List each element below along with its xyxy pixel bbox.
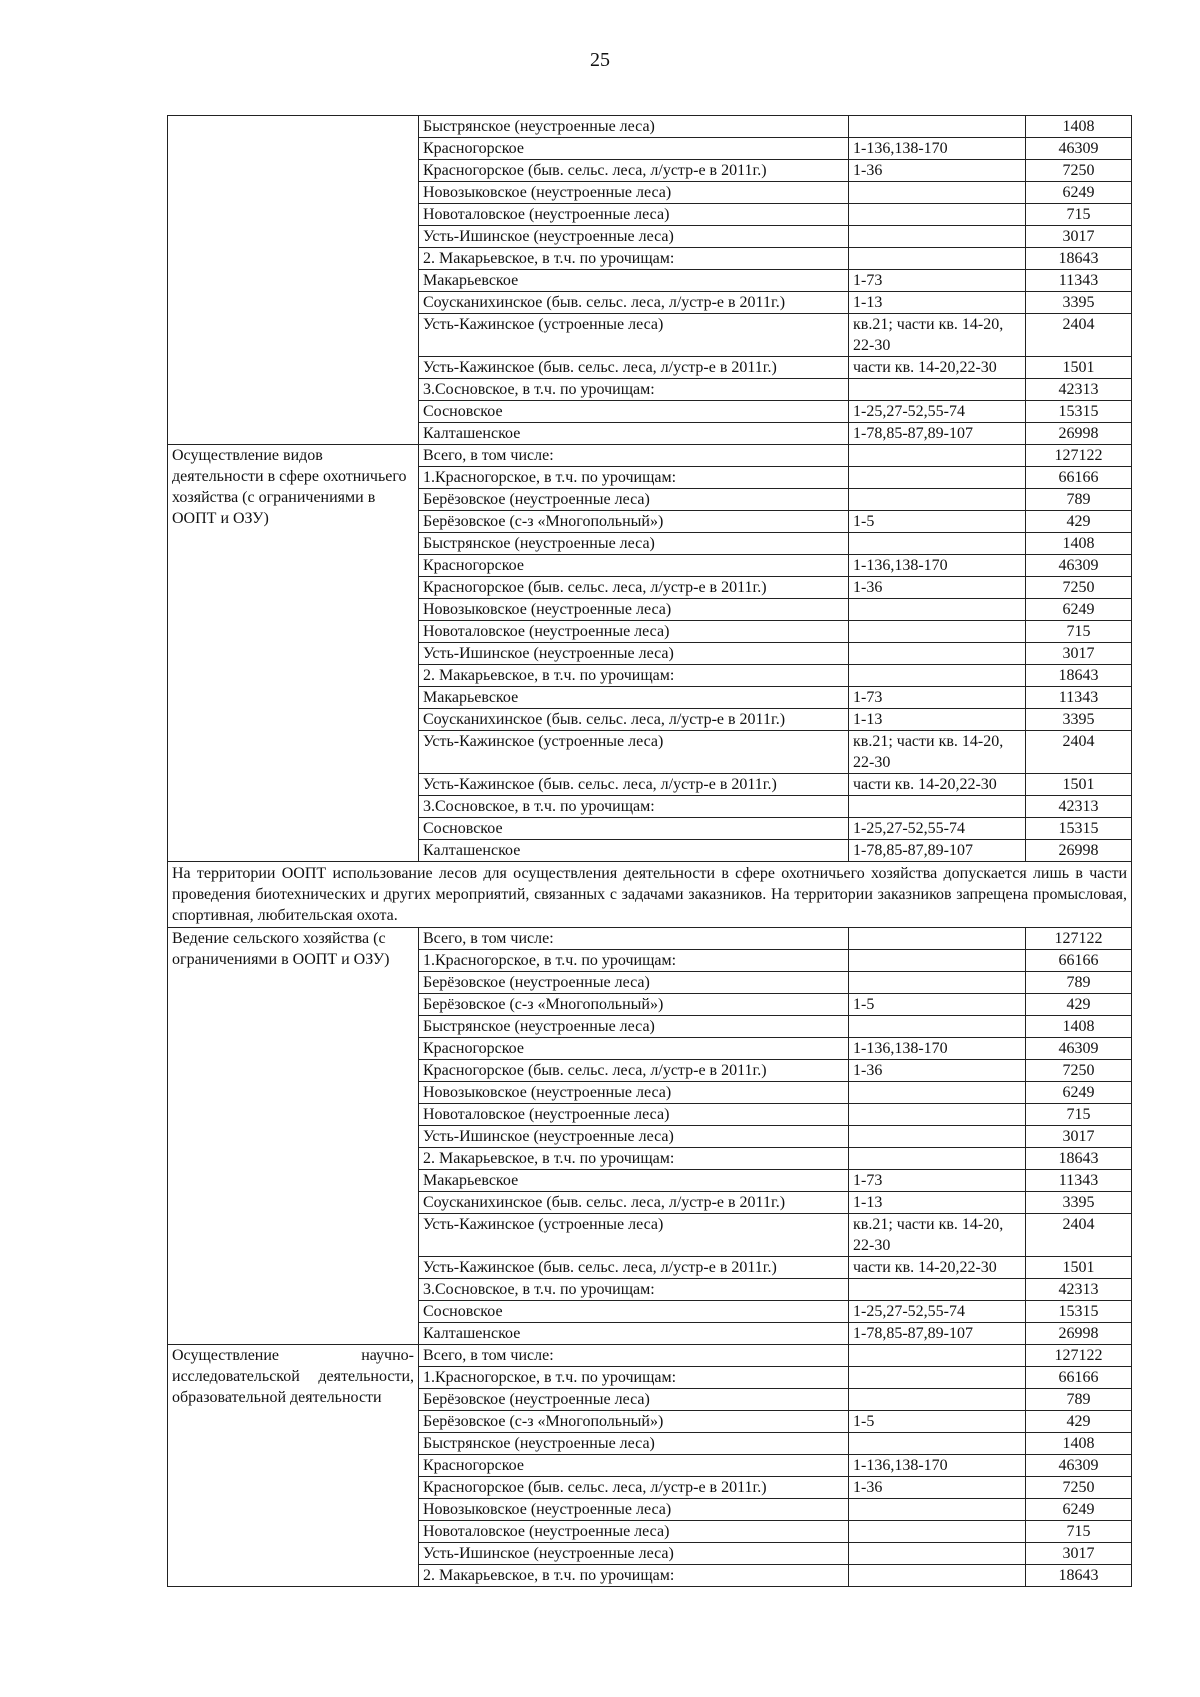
quarters-cell (849, 379, 1026, 401)
area-cell: 127122 (1026, 928, 1132, 950)
area-cell: 66166 (1026, 467, 1132, 489)
area-cell: 1501 (1026, 774, 1132, 796)
quarters-cell (849, 1279, 1026, 1301)
quarters-cell: кв.21; части кв. 14-20, 22-30 (849, 314, 1026, 357)
urochishche-name: Сосновское (419, 1301, 849, 1323)
area-cell: 2404 (1026, 731, 1132, 774)
urochishche-name: Усть-Кажинское (быв. сельс. леса, л/устр-е в 2011г.) (419, 774, 849, 796)
area-cell: 7250 (1026, 1060, 1132, 1082)
urochishche-name: 1.Красногорское, в т.ч. по урочищам: (419, 1367, 849, 1389)
urochishche-name: 3.Сосновское, в т.ч. по урочищам: (419, 796, 849, 818)
quarters-cell (849, 1104, 1026, 1126)
quarters-cell: 1-5 (849, 511, 1026, 533)
quarters-cell (849, 248, 1026, 270)
urochishche-name: Красногорское (быв. сельс. леса, л/устр-е в 2011г.) (419, 160, 849, 182)
quarters-cell: кв.21; части кв. 14-20, 22-30 (849, 1214, 1026, 1257)
quarters-cell (849, 116, 1026, 138)
area-cell: 6249 (1026, 182, 1132, 204)
table-row (168, 928, 1132, 950)
area-cell: 7250 (1026, 1477, 1132, 1499)
quarters-cell (849, 489, 1026, 511)
area-cell: 6249 (1026, 599, 1132, 621)
area-cell: 127122 (1026, 445, 1132, 467)
urochishche-name: Усть-Ишинское (неустроенные леса) (419, 1543, 849, 1565)
quarters-cell (849, 950, 1026, 972)
quarters-cell: 1-136,138-170 (849, 138, 1026, 160)
area-cell: 127122 (1026, 1345, 1132, 1367)
area-cell: 26998 (1026, 1323, 1132, 1345)
area-cell: 46309 (1026, 1038, 1132, 1060)
area-cell: 2404 (1026, 1214, 1132, 1257)
area-cell: 11343 (1026, 1170, 1132, 1192)
area-cell: 46309 (1026, 555, 1132, 577)
urochishche-name: Макарьевское (419, 687, 849, 709)
quarters-cell: 1-78,85-87,89-107 (849, 1323, 1026, 1345)
urochishche-name: Всего, в том числе: (419, 445, 849, 467)
area-cell: 1408 (1026, 116, 1132, 138)
urochishche-name: Усть-Ишинское (неустроенные леса) (419, 1126, 849, 1148)
urochishche-name: Быстрянское (неустроенные леса) (419, 1016, 849, 1038)
quarters-cell: 1-25,27-52,55-74 (849, 401, 1026, 423)
area-cell: 7250 (1026, 577, 1132, 599)
quarters-cell: 1-136,138-170 (849, 555, 1026, 577)
area-cell: 46309 (1026, 138, 1132, 160)
urochishche-name: Калташенское (419, 1323, 849, 1345)
quarters-cell (849, 1016, 1026, 1038)
page-number: 25 (590, 49, 610, 71)
category-cell: Ведение сельского хозяйства (с ограничениями в ООПТ и ОЗУ) (168, 928, 419, 1345)
area-cell: 715 (1026, 621, 1132, 643)
area-cell: 1408 (1026, 1016, 1132, 1038)
area-cell: 715 (1026, 1521, 1132, 1543)
urochishche-name: Всего, в том числе: (419, 1345, 849, 1367)
forest-use-table (167, 115, 1132, 1587)
urochishche-name: 1.Красногорское, в т.ч. по урочищам: (419, 467, 849, 489)
area-cell: 26998 (1026, 840, 1132, 862)
urochishche-name: Красногорское (быв. сельс. леса, л/устр-е в 2011г.) (419, 1477, 849, 1499)
table-body (168, 116, 1132, 1587)
quarters-cell (849, 1543, 1026, 1565)
urochishche-name: 2. Макарьевское, в т.ч. по урочищам: (419, 665, 849, 687)
quarters-cell (849, 467, 1026, 489)
urochishche-name: 2. Макарьевское, в т.ч. по урочищам: (419, 248, 849, 270)
urochishche-name: Новозыковское (неустроенные леса) (419, 182, 849, 204)
area-cell: 3017 (1026, 643, 1132, 665)
urochishche-name: Калташенское (419, 840, 849, 862)
quarters-cell: 1-73 (849, 1170, 1026, 1192)
urochishche-name: Всего, в том числе: (419, 928, 849, 950)
urochishche-name: Макарьевское (419, 1170, 849, 1192)
area-cell: 429 (1026, 511, 1132, 533)
quarters-cell: 1-36 (849, 1477, 1026, 1499)
area-cell: 1501 (1026, 357, 1132, 379)
area-cell: 3017 (1026, 1543, 1132, 1565)
area-cell: 1408 (1026, 1433, 1132, 1455)
urochishche-name: Берёзовское (неустроенные леса) (419, 1389, 849, 1411)
urochishche-name: Усть-Кажинское (быв. сельс. леса, л/устр-е в 2011г.) (419, 1257, 849, 1279)
quarters-cell: 1-25,27-52,55-74 (849, 1301, 1026, 1323)
area-cell: 11343 (1026, 687, 1132, 709)
area-cell: 15315 (1026, 401, 1132, 423)
urochishche-name: 3.Сосновское, в т.ч. по урочищам: (419, 1279, 849, 1301)
area-cell: 789 (1026, 972, 1132, 994)
area-cell: 66166 (1026, 950, 1132, 972)
area-cell: 26998 (1026, 423, 1132, 445)
urochishche-name: Сосновское (419, 401, 849, 423)
area-cell: 3395 (1026, 292, 1132, 314)
quarters-cell: 1-13 (849, 292, 1026, 314)
area-cell: 42313 (1026, 379, 1132, 401)
quarters-cell (849, 643, 1026, 665)
table-row (168, 1345, 1132, 1367)
note-row (168, 862, 1132, 928)
quarters-cell (849, 928, 1026, 950)
area-cell: 18643 (1026, 248, 1132, 270)
urochishche-name: Усть-Ишинское (неустроенные леса) (419, 643, 849, 665)
quarters-cell (849, 1433, 1026, 1455)
area-cell: 66166 (1026, 1367, 1132, 1389)
area-cell: 15315 (1026, 1301, 1132, 1323)
urochishche-name: Усть-Ишинское (неустроенные леса) (419, 226, 849, 248)
urochishche-name: Красногорское (быв. сельс. леса, л/устр-е в 2011г.) (419, 577, 849, 599)
area-cell: 42313 (1026, 1279, 1132, 1301)
urochishche-name: 2. Макарьевское, в т.ч. по урочищам: (419, 1565, 849, 1587)
area-cell: 1501 (1026, 1257, 1132, 1279)
quarters-cell: 1-36 (849, 1060, 1026, 1082)
urochishche-name: Берёзовское (с-з «Многопольный») (419, 994, 849, 1016)
quarters-cell: 1-25,27-52,55-74 (849, 818, 1026, 840)
area-cell: 1408 (1026, 533, 1132, 555)
quarters-cell: 1-73 (849, 270, 1026, 292)
quarters-cell (849, 1367, 1026, 1389)
urochishche-name: Новоталовское (неустроенные леса) (419, 621, 849, 643)
area-cell: 3017 (1026, 1126, 1132, 1148)
quarters-cell: 1-13 (849, 709, 1026, 731)
urochishche-name: Берёзовское (неустроенные леса) (419, 489, 849, 511)
quarters-cell: 1-73 (849, 687, 1026, 709)
quarters-cell: 1-78,85-87,89-107 (849, 840, 1026, 862)
area-cell: 3017 (1026, 226, 1132, 248)
quarters-cell (849, 1389, 1026, 1411)
quarters-cell: кв.21; части кв. 14-20, 22-30 (849, 731, 1026, 774)
category-cell: Осуществление научно-исследовательской деятельности, образовательной деятельности (168, 1345, 419, 1587)
quarters-cell: 1-78,85-87,89-107 (849, 423, 1026, 445)
area-cell: 789 (1026, 1389, 1132, 1411)
quarters-cell (849, 226, 1026, 248)
urochishche-name: Калташенское (419, 423, 849, 445)
urochishche-name: Соусканихинское (быв. сельс. леса, л/устр-е в 2011г.) (419, 709, 849, 731)
urochishche-name: Новозыковское (неустроенные леса) (419, 1499, 849, 1521)
urochishche-name: Новоталовское (неустроенные леса) (419, 1521, 849, 1543)
area-cell: 18643 (1026, 1565, 1132, 1587)
quarters-cell (849, 599, 1026, 621)
area-cell: 2404 (1026, 314, 1132, 357)
quarters-cell (849, 1345, 1026, 1367)
area-cell: 715 (1026, 1104, 1132, 1126)
quarters-cell (849, 1148, 1026, 1170)
quarters-cell (849, 796, 1026, 818)
urochishche-name: Усть-Кажинское (устроенные леса) (419, 314, 849, 357)
quarters-cell: 1-136,138-170 (849, 1455, 1026, 1477)
urochishche-name: Новоталовское (неустроенные леса) (419, 204, 849, 226)
area-cell: 3395 (1026, 709, 1132, 731)
area-cell: 18643 (1026, 1148, 1132, 1170)
quarters-cell: части кв. 14-20,22-30 (849, 357, 1026, 379)
area-cell: 6249 (1026, 1499, 1132, 1521)
area-cell: 18643 (1026, 665, 1132, 687)
quarters-cell (849, 533, 1026, 555)
quarters-cell (849, 1521, 1026, 1543)
area-cell: 46309 (1026, 1455, 1132, 1477)
quarters-cell (849, 972, 1026, 994)
urochishche-name: Красногорское (419, 1455, 849, 1477)
area-cell: 429 (1026, 994, 1132, 1016)
urochishche-name: Берёзовское (с-з «Многопольный») (419, 1411, 849, 1433)
quarters-cell (849, 1082, 1026, 1104)
urochishche-name: Быстрянское (неустроенные леса) (419, 1433, 849, 1455)
urochishche-name: Быстрянское (неустроенные леса) (419, 533, 849, 555)
quarters-cell (849, 665, 1026, 687)
urochishche-name: Красногорское (419, 1038, 849, 1060)
quarters-cell: 1-5 (849, 994, 1026, 1016)
quarters-cell (849, 182, 1026, 204)
quarters-cell: 1-5 (849, 1411, 1026, 1433)
urochishche-name: 2. Макарьевское, в т.ч. по урочищам: (419, 1148, 849, 1170)
urochishche-name: Макарьевское (419, 270, 849, 292)
urochishche-name: Новозыковское (неустроенные леса) (419, 599, 849, 621)
area-cell: 789 (1026, 489, 1132, 511)
quarters-cell: 1-13 (849, 1192, 1026, 1214)
urochishche-name: Соусканихинское (быв. сельс. леса, л/устр-е в 2011г.) (419, 1192, 849, 1214)
area-cell: 15315 (1026, 818, 1132, 840)
quarters-cell: 1-136,138-170 (849, 1038, 1026, 1060)
urochishche-name: Усть-Кажинское (устроенные леса) (419, 1214, 849, 1257)
category-cell-continued (168, 116, 419, 445)
hunting-restriction-note: На территории ООПТ использование лесов для осуществления деятельности в сфере охотничьего хозяйства допускается лишь в части проведения биотехнических и других мероприятий, связанных с задачами заказников. На территории заказников запрещена промысловая, спортивная, любительская охота. (168, 862, 1132, 928)
urochishche-name: 3.Сосновское, в т.ч. по урочищам: (419, 379, 849, 401)
area-cell: 429 (1026, 1411, 1132, 1433)
quarters-cell (849, 1565, 1026, 1587)
table-row (168, 116, 1132, 138)
area-cell: 715 (1026, 204, 1132, 226)
urochishche-name: Красногорское (419, 138, 849, 160)
area-cell: 6249 (1026, 1082, 1132, 1104)
area-cell: 7250 (1026, 160, 1132, 182)
area-cell: 3395 (1026, 1192, 1132, 1214)
quarters-cell (849, 1499, 1026, 1521)
urochishche-name: Соусканихинское (быв. сельс. леса, л/устр-е в 2011г.) (419, 292, 849, 314)
quarters-cell (849, 204, 1026, 226)
urochishche-name: 1.Красногорское, в т.ч. по урочищам: (419, 950, 849, 972)
quarters-cell: части кв. 14-20,22-30 (849, 774, 1026, 796)
urochishche-name: Красногорское (быв. сельс. леса, л/устр-е в 2011г.) (419, 1060, 849, 1082)
category-cell: Осуществление видов деятельности в сфере охотничьего хозяйства (с ограничениями в ООПТ и ОЗУ) (168, 445, 419, 862)
urochishche-name: Усть-Кажинское (быв. сельс. леса, л/устр-е в 2011г.) (419, 357, 849, 379)
urochishche-name: Берёзовское (с-з «Многопольный») (419, 511, 849, 533)
urochishche-name: Новозыковское (неустроенные леса) (419, 1082, 849, 1104)
quarters-cell: части кв. 14-20,22-30 (849, 1257, 1026, 1279)
area-cell: 11343 (1026, 270, 1132, 292)
urochishche-name: Берёзовское (неустроенные леса) (419, 972, 849, 994)
quarters-cell: 1-36 (849, 160, 1026, 182)
area-cell: 42313 (1026, 796, 1132, 818)
quarters-cell (849, 445, 1026, 467)
urochishche-name: Сосновское (419, 818, 849, 840)
quarters-cell (849, 621, 1026, 643)
quarters-cell (849, 1126, 1026, 1148)
quarters-cell: 1-36 (849, 577, 1026, 599)
table-row (168, 445, 1132, 467)
urochishche-name: Красногорское (419, 555, 849, 577)
urochishche-name: Усть-Кажинское (устроенные леса) (419, 731, 849, 774)
urochishche-name: Быстрянское (неустроенные леса) (419, 116, 849, 138)
urochishche-name: Новоталовское (неустроенные леса) (419, 1104, 849, 1126)
